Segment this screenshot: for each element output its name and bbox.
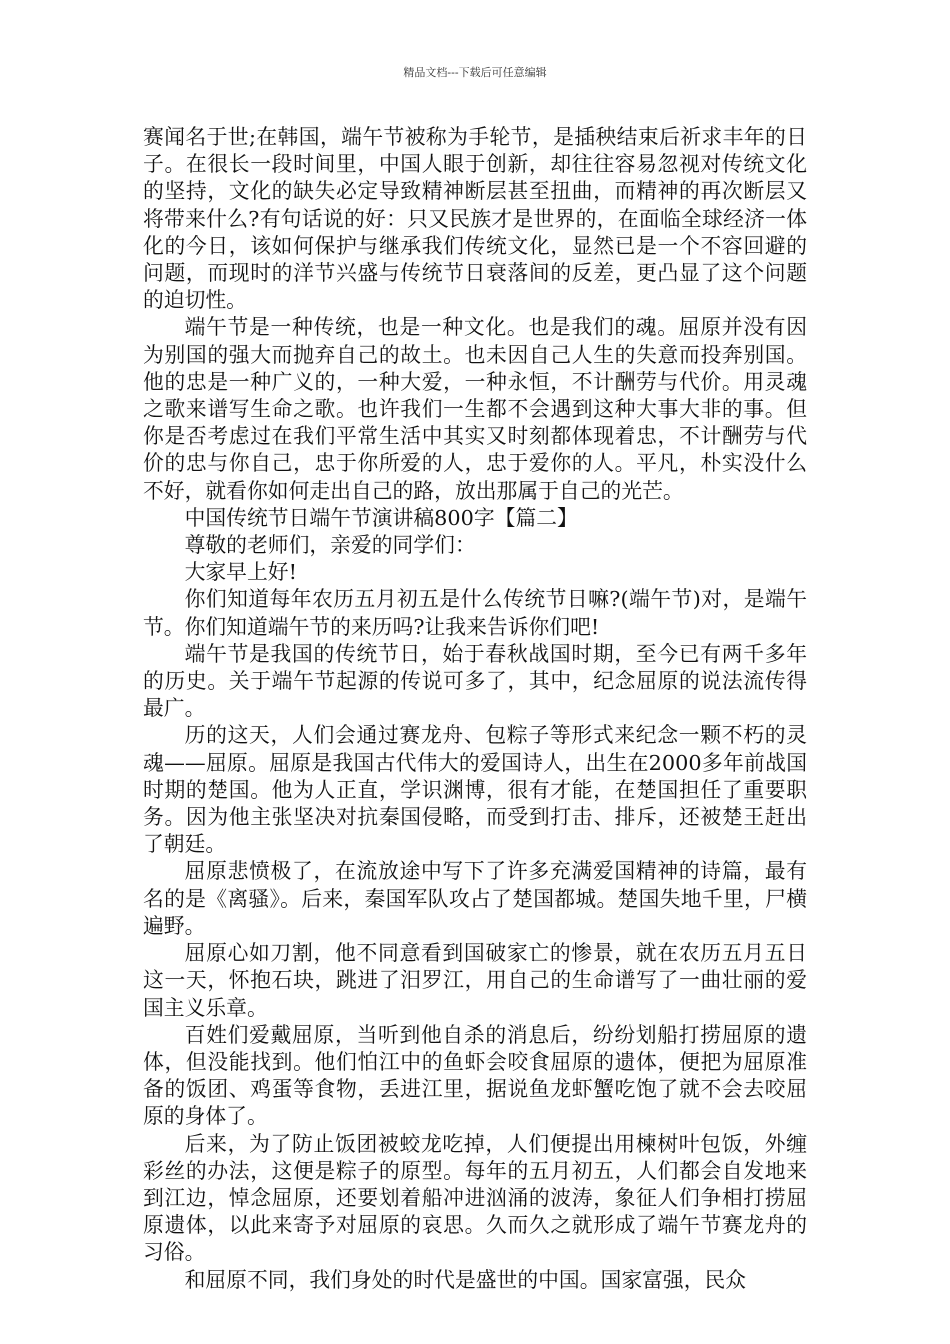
paragraph: 后来，为了防止饭团被蛟龙吃掉，人们便提出用楝树叶包饭，外缠彩丝的办法，这便是粽子的原型。每年的五月初五，人们都会自发地来到江边，悼念屈原，还要划着船冲进汹涌的波涛，象征人们争相打捞屈原遗体，以此来寄予对屈原的哀思。久而久之就形成了端午节赛龙舟的习俗。 <box>143 1131 807 1265</box>
paragraph: 历的这天，人们会通过赛龙舟、包粽子等形式来纪念一颗不朽的灵魂——屈原。屈原是我国古代伟大的爱国诗人，出生在2000多年前战国时期的楚国。他为人正直，学识渊博，很有才能，在楚国担任了重要职务。因为他主张坚决对抗秦国侵略，而受到打击、排斥，还被楚王赶出了朝廷。 <box>143 723 807 857</box>
paragraph: 赛闻名于世;在韩国，端午节被称为手轮节，是插秧结束后祈求丰年的日子。在很长一段时间里，中国人眼于创新，却往往容易忽视对传统文化的坚持，文化的缺失必定导致精神断层甚至扭曲，而精神的再次断层又将带来什么?有句话说的好：只又民族才是世界的，在面临全球经济一体化的今日，该如何保护与继承我们传统文化，显然已是一个不容回避的问题，而现时的洋节兴盛与传统节日衰落间的反差，更凸显了这个问题的迫切性。 <box>143 125 807 313</box>
page-header: 精品文档---下载后可任意编辑 <box>403 66 547 79</box>
salutation: 尊敬的老师们，亲爱的同学们： <box>184 533 476 558</box>
paragraph: 端午节是我国的传统节日，始于春秋战国时期，至今已有两千多年的历史。关于端午节起源的传说可多了，其中，纪念屈原的说法流传得最广。 <box>143 641 807 721</box>
section-heading: 中国传统节日端午节演讲稿800字【篇二】 <box>184 505 578 530</box>
paragraph: 屈原悲愤极了，在流放途中写下了许多充满爱国精神的诗篇，最有名的是《离骚》。后来，秦国军队攻占了楚国都城。楚国失地千里，尸横遍野。 <box>143 859 807 938</box>
paragraph: 端午节是一种传统，也是一种文化。也是我们的魂。屈原并没有因为别国的强大而抛弃自己的故土。也未因自己人生的失意而投奔别国。他的忠是一种广义的，一种大爱，一种永恒，不计酬劳与代价。用灵魂之歌来谱写生命之歌。也许我们一生都不会遇到这种大事大非的事。但你是否考虑过在我们平常生活中其实又时刻都体现着忠，不计酬劳与代价的忠与你自己，忠于你所爱的人，忠于爱你的人。平凡，朴实没什么不好，就看你如何走出自己的路，放出那属于自己的光芒。 <box>143 315 807 503</box>
paragraph: 和屈原不同，我们身处的时代是盛世的中国。国家富强，民众 <box>184 1267 747 1292</box>
document-body <box>143 124 807 1294</box>
paragraph: 你们知道每年农历五月初五是什么传统节日嘛?(端午节)对，是端午节。你们知道端午节的来历吗?让我来告诉你们吧! <box>143 587 807 639</box>
paragraph: 百姓们爱戴屈原，当听到他自杀的消息后，纷纷划船打捞屈原的遗体，但没能找到。他们怕江中的鱼虾会咬食屈原的遗体，便把为屈原准备的饭团、鸡蛋等食物，丢进江里，据说鱼龙虾蟹吃饱了就不会去咬屈原的身体了。 <box>143 1022 807 1129</box>
paragraph: 屈原心如刀割，他不同意看到国破家亡的惨景，就在农历五月五日这一天，怀抱石块，跳进了汨罗江，用自己的生命谱写了一曲壮丽的爱国主义乐章。 <box>143 941 807 1020</box>
greeting: 大家早上好! <box>184 560 297 585</box>
